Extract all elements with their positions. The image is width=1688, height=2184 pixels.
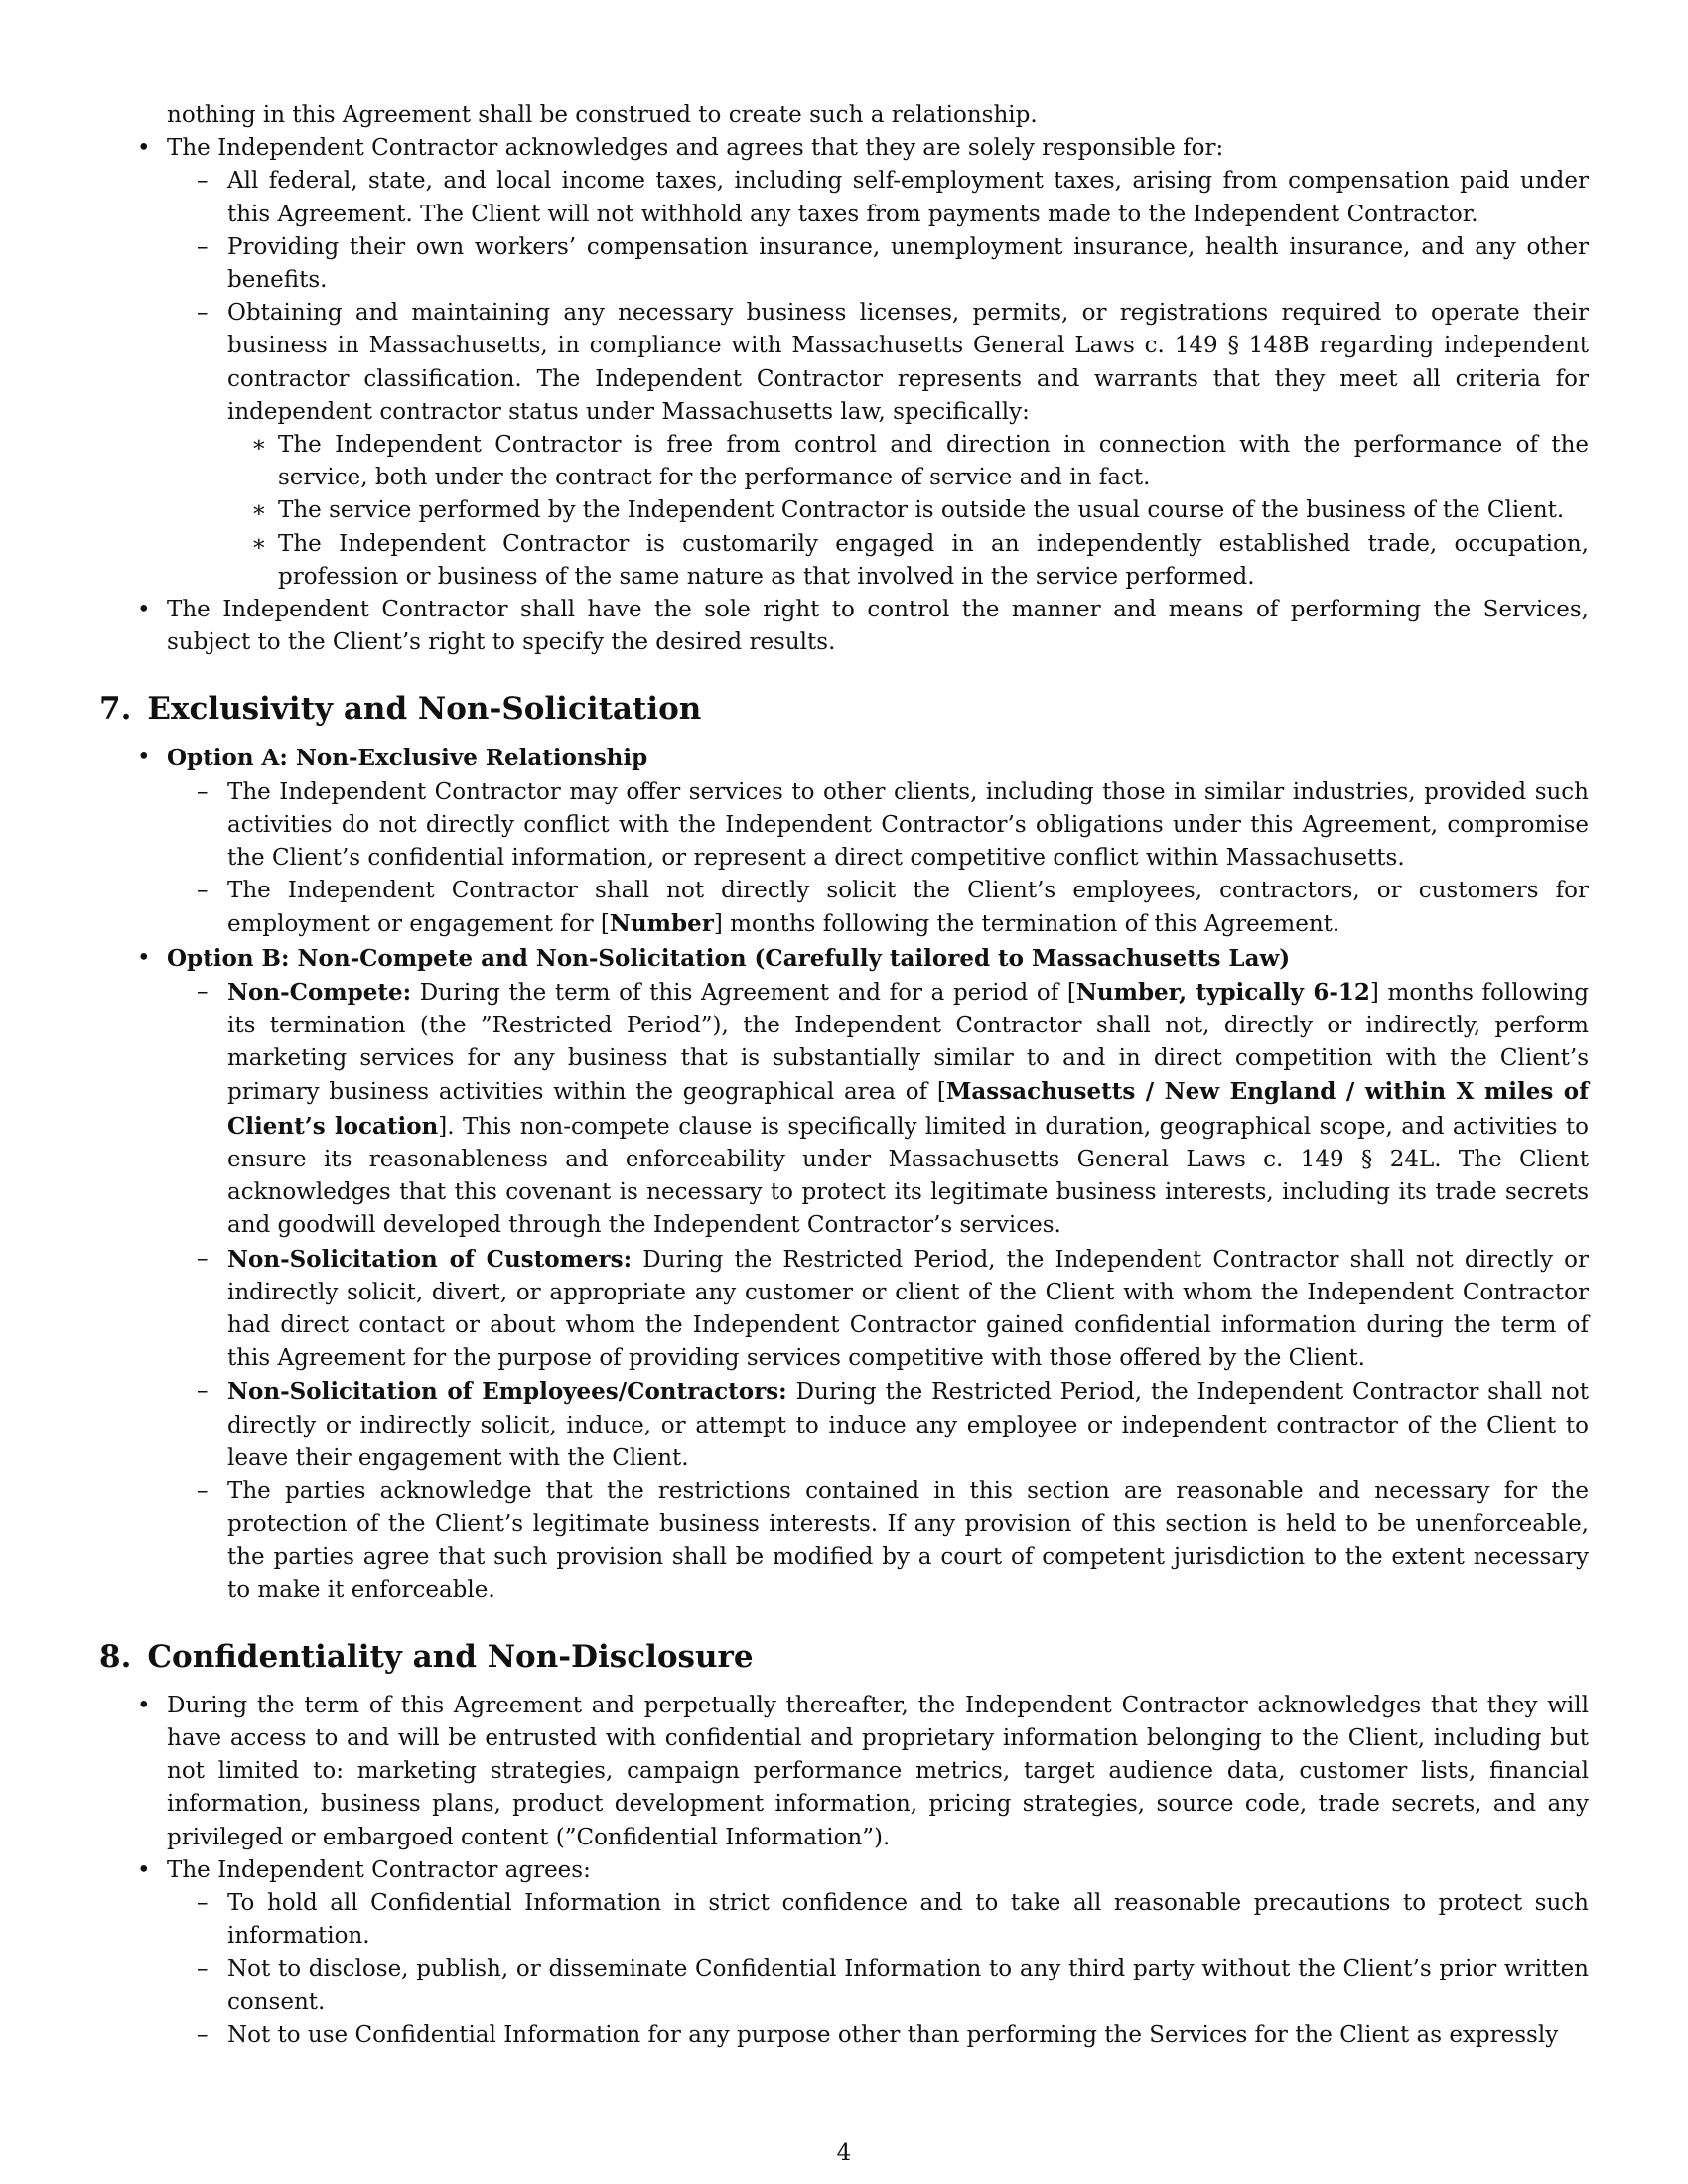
section-8 [99,1637,1589,1677]
list-item-text: Not to disclose, publish, or disseminate Confidential Information to any third party without the Client’s prior written consent. [227,1956,1589,2015]
bullet-icon: • [137,597,151,623]
document-page [99,99,1589,2052]
clause-label: Non-Solicitation of Customers: [227,1245,633,1273]
star-icon: ∗ [251,530,267,557]
list-item [167,1887,1589,1953]
section-number: 8. [99,1638,132,1675]
list-item-text: ] months following the termination of this Agreement. [713,911,1340,938]
list-item-text: To hold all Confidential Information in strict confidence and to take all reasonable precautions to protect such information. [227,1889,1589,1950]
paragraph-continuation: nothing in this Agreement shall be construed to create such a relationship. [167,102,1038,128]
list-item-text: During the term of this Agreement and for a period of [ [411,979,1076,1006]
sublist [167,1887,1589,2052]
list-item-text: The Independent Contractor shall not directly solicit the Client’s employees, contractors, or customers for employment or engagement for [ [227,878,1589,938]
page-number: 4 [836,2140,852,2166]
list-item-text: The Independent Contractor is free from control and direction in connection with the performance of the service, both under the contract for the performance of service and in fact. [278,432,1589,491]
section-heading [99,689,1589,729]
placeholder-text: Number [609,910,714,938]
list-item-text: Providing their own workers’ compensation insurance, unemployment insurance, health insurance, and any other benefits. [227,233,1589,294]
list-item [167,976,1589,1243]
bullet-icon: • [137,944,151,971]
dash-icon: – [197,1477,209,1504]
sublist [227,429,1589,594]
list-item [99,942,1589,1607]
dash-icon: – [197,300,209,327]
dash-icon: – [197,1245,209,1272]
star-icon: ∗ [251,432,267,459]
dash-icon: – [197,1378,209,1405]
dash-icon: – [197,778,209,805]
list-item [167,165,1589,230]
list-item [227,528,1589,594]
dash-icon: – [197,1889,209,1916]
list-item-text: The parties acknowledge that the restrictions contained in this section are reasonable and necessary for the protection of the Client’s legitimate business interests. If any provision of this section is held to be unenforceable, the parties agree that such provision shall be modified by a court of competent jurisdiction to the extent necessary to make it enforceable. [227,1477,1589,1603]
list-item [99,1854,1589,2052]
dash-icon: – [197,978,209,1005]
list-item [167,1375,1589,1475]
list-item-text: The Independent Contractor agrees: [167,1856,591,1883]
list-item [167,1953,1589,2018]
list-item-text: The Independent Contractor may offer services to other clients, including those in similar industries, provided such activities do not directly conflict with the Independent Contractor’s obligations under this Agreement, compromise the Client’s confidential information, or represent a direct competitive conflict within Massachusetts. [227,778,1589,872]
section-title: Confidentiality and Non-Disclosure [147,1638,754,1675]
section-title: Exclusivity and Non-Solicitation [147,691,702,728]
list-item-text: During the Restricted Period, the Independent Contractor shall not directly or indirectly solicit, induce, or attempt to induce any employee or independent contractor of the Client to leave their engagement with the Client. [227,1379,1590,1471]
bullet-icon: • [137,1692,151,1718]
list-item [167,231,1589,297]
placeholder-text: Number, typically 6-12 [1075,978,1370,1006]
bullet-icon: • [137,1856,151,1883]
list-item [167,1243,1589,1376]
list-item-text: The Independent Contractor shall have the sole right to control the manner and means of performing the Services, subject to the Client’s right to specify the desired results. [167,597,1589,656]
list-item-text: ]. This non-compete clause is specifically limited in duration, geographical scope, and activities to ensure its reasonableness and enforceability under Massachusetts General Laws c. 149 § 24L. The Client acknowledges that this covenant is necessary to protect its legitimate business interests, including its trade secrets and goodwill developed through the Independent Contractor’s services. [227,1113,1589,1239]
bullet-icon: • [137,745,151,771]
list-item-text: During the Restricted Period, the Independent Contractor shall not directly or indirectly solicit, divert, or appropriate any customer or client of the Client with whom the Independent Contractor had direct contact or about whom the Independent Contractor gained confidential information during the term of this Agreement for the purpose of providing services competitive with those offered by the Client. [227,1246,1590,1372]
list-item [227,429,1589,494]
option-heading: Option A: Non-Exclusive Relationship [167,745,648,772]
section-7-list [99,742,1589,1606]
section-7 [99,689,1589,729]
list-item-text: Not to use Confidential Information for any purpose other than performing the Services for the Client as expressly [227,2021,1559,2048]
sublist [167,976,1589,1607]
list-item-text: Obtaining and maintaining any necessary business licenses, permits, or registrations required to operate their business in Massachusetts, in compliance with Massachusetts General Laws c. 149 § 148B regarding independent contractor classification. The Independent Contractor represents and warrants that they meet all criteria for independent contractor status under Massachusetts law, specifically: [227,300,1589,425]
list-item [99,594,1589,659]
placeholder-text: Massachusetts / New England / within X miles of Client’s location [227,1078,1589,1140]
list-item [167,2019,1589,2052]
list-item [167,776,1589,876]
clause-label: Non-Solicitation of Employees/Contractors: [227,1378,787,1406]
star-icon: ∗ [251,497,267,524]
dash-icon: – [197,168,209,195]
dash-icon: – [197,233,209,260]
list-item [167,875,1589,941]
list-item-text: ] months following its termination (the ”Restricted Period”), the Independent Contractor shall not, directly or indirectly, perform marketing services for any business that is substantially similar to and in direct competition with the Client’s primary business activities within the geographical area of [ [227,979,1590,1106]
sublist [167,165,1589,594]
list-item-text: The Independent Contractor is customarily engaged in an independently established trade, occupation, profession or business of the same nature as that involved in the service performed. [278,530,1589,590]
dash-icon: – [197,1956,209,1982]
dash-icon: – [197,2021,209,2048]
list-item-text: During the term of this Agreement and perpetually thereafter, the Independent Contractor acknowledges that they will have access to and will be entrusted with confidential and proprietary information belonging to the Client, including but not limited to: marketing strategies, campaign performance metrics, target audience data, customer lists, financial information, business plans, product development information, pricing strategies, source code, trade secrets, and any privileged or embargoed content (”Confidential Information”). [167,1692,1589,1850]
clause-label: Non-Compete: [227,978,412,1006]
section-number: 7. [99,691,132,728]
list-item [99,132,1589,594]
list-item [99,742,1589,941]
list-item-text: The service performed by the Independent Contractor is outside the usual course of the business of the Client. [278,497,1565,524]
list-item [99,1690,1589,1854]
sublist [167,776,1589,942]
section-8-list [99,1690,1589,2052]
list-item [167,297,1589,594]
list-item [227,494,1589,527]
bullet-icon: • [137,135,151,162]
list-item [167,1475,1589,1607]
section-heading [99,1637,1589,1677]
list-item-text: The Independent Contractor acknowledges and agrees that they are solely responsible for: [167,135,1224,162]
section-6-list [99,132,1589,659]
dash-icon: – [197,878,209,904]
option-heading: Option B: Non-Compete and Non-Solicitation (Carefully tailored to Massachusetts Law) [167,944,1291,972]
list-item-text: All federal, state, and local income taxes, including self-employment taxes, arising from compensation paid under this Agreement. The Client will not withhold any taxes from payments made to the Independent Contractor. [227,168,1589,227]
